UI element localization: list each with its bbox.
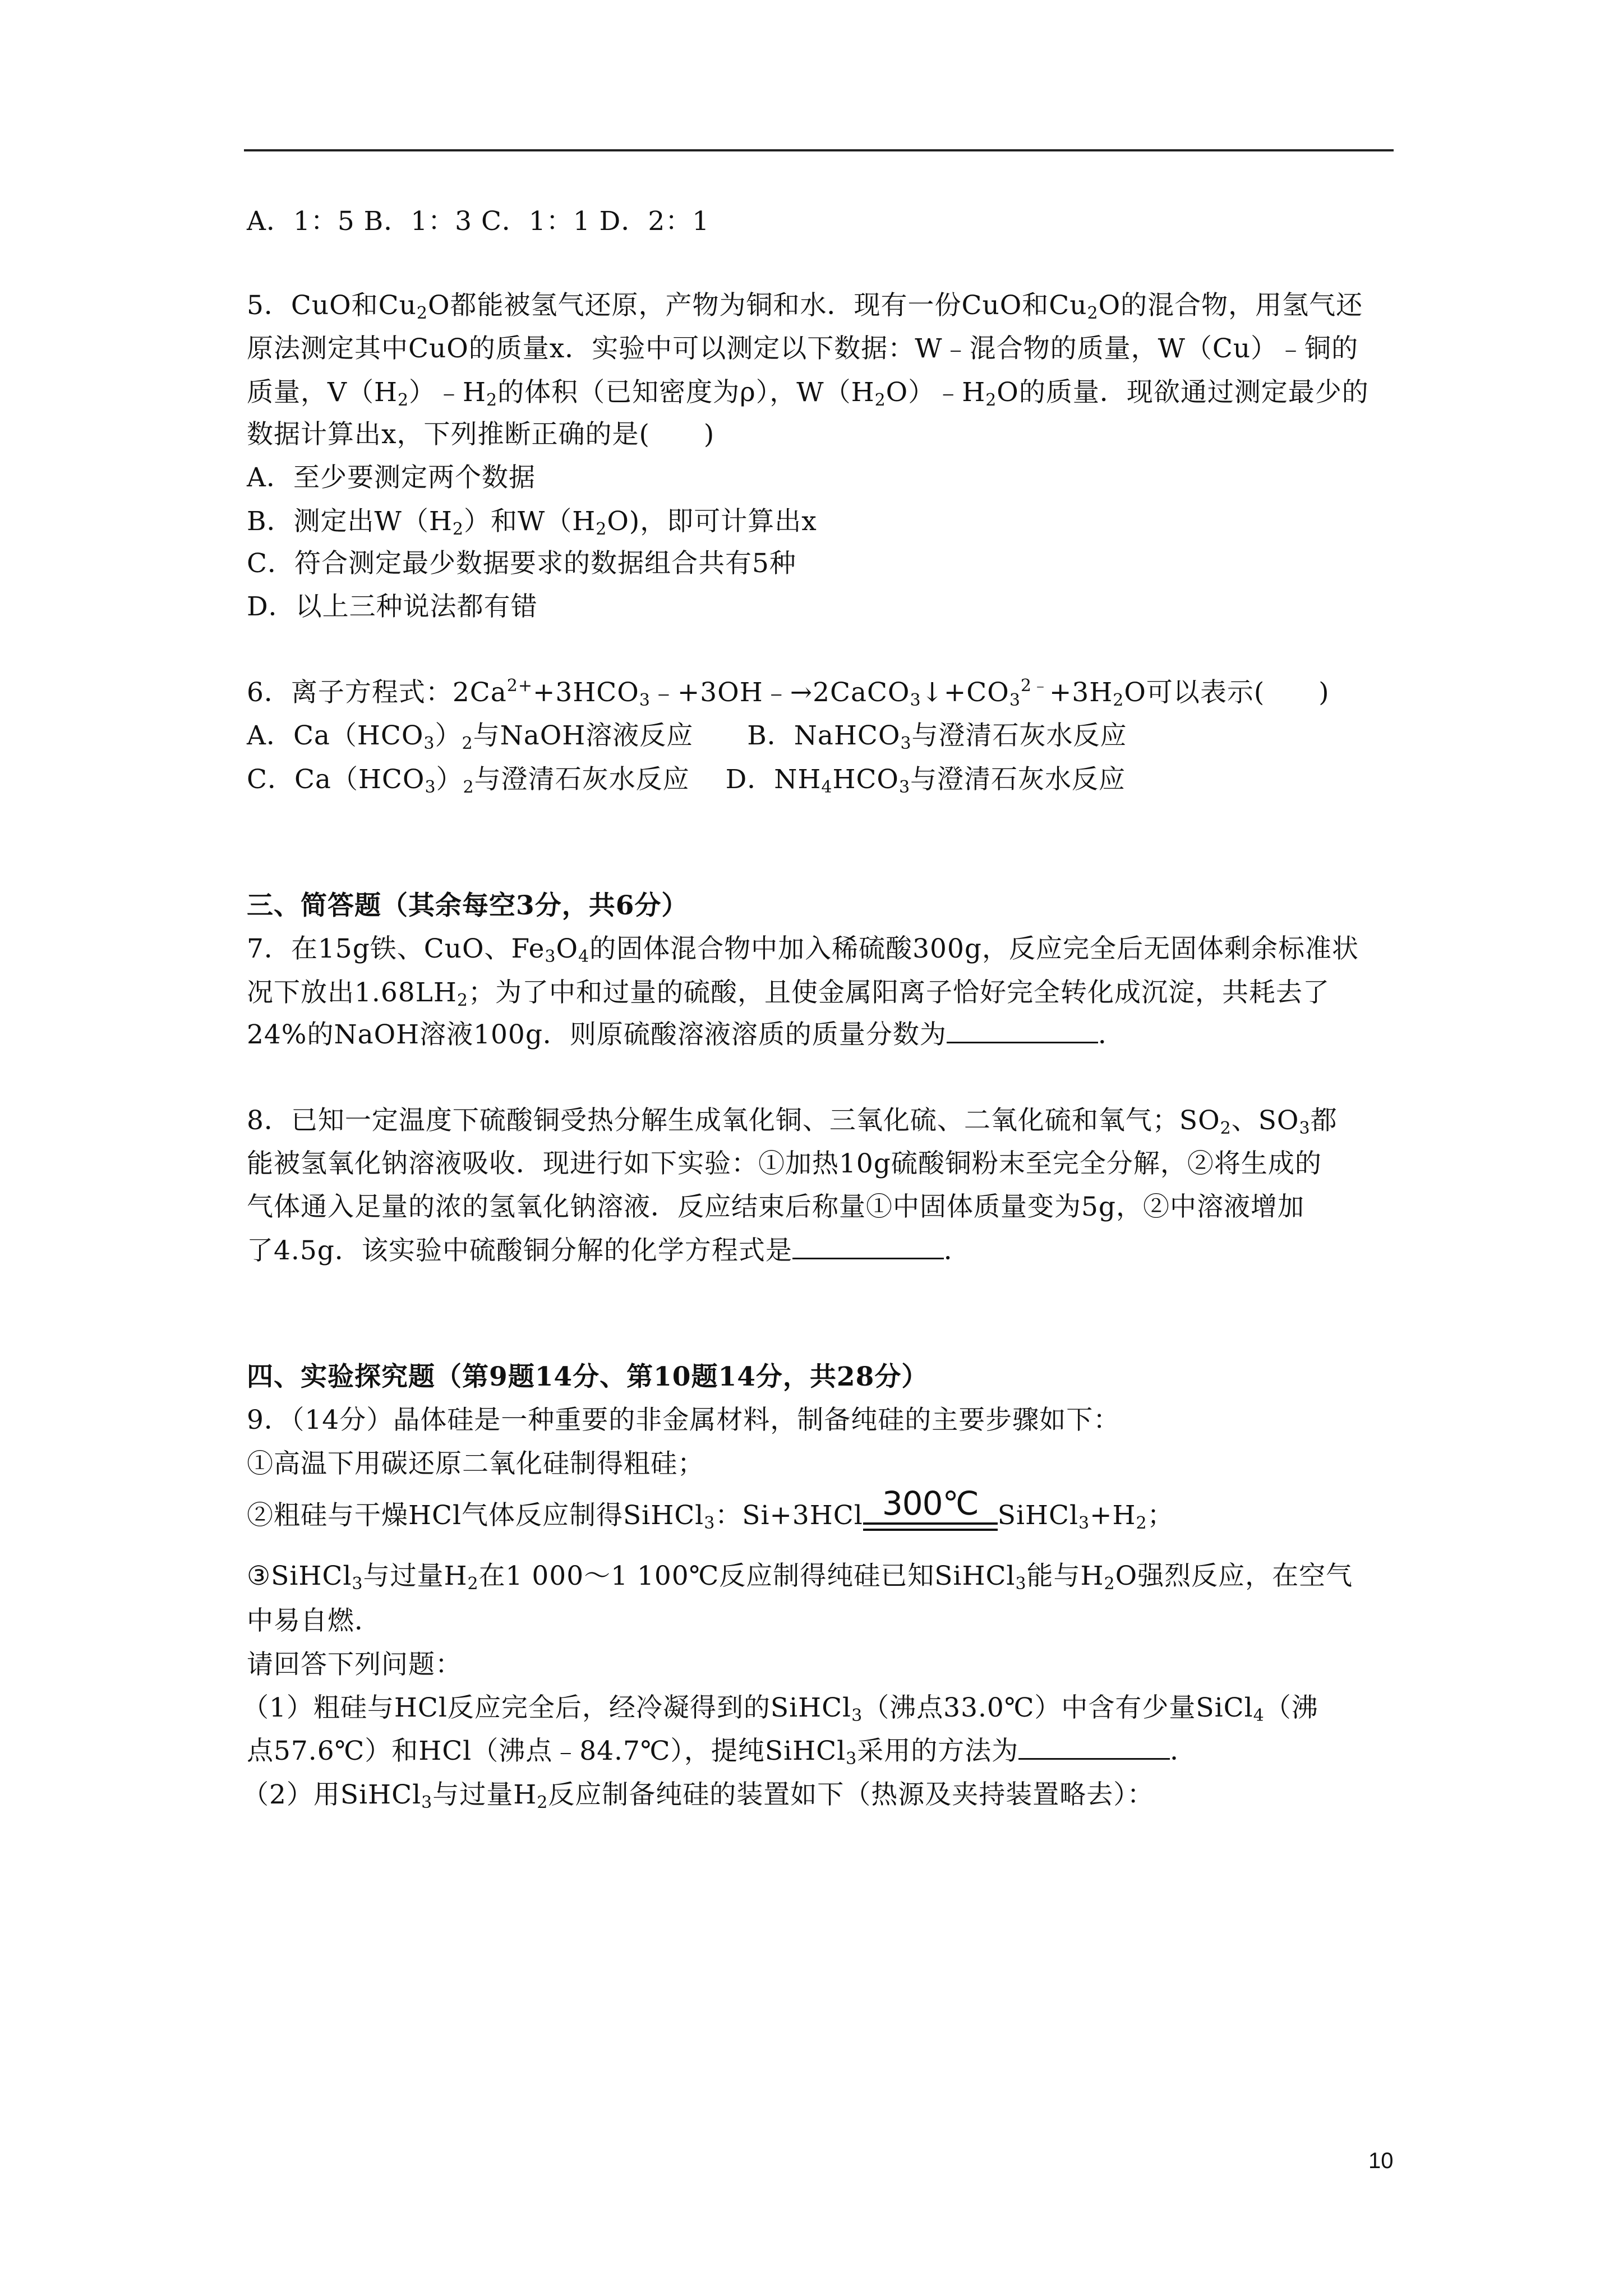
q5-line-3: 质量，$V(H_2)﹣H_2$的体积（已知密度为ρ），$W(H_2O)﹣H_2O$的质量．现欲通过测定最少的: [247, 377, 1369, 410]
section-4-title: 四、实验探究题（第9题14分、第10题14分，共28分）: [247, 1361, 929, 1392]
q9-line-1: 9．（14分）晶体硅是一种重要的非金属材料，制备纯硅的主要步骤如下：: [247, 1405, 1121, 1435]
page-number: 10: [1368, 2148, 1394, 2173]
q9-prompt: 请回答下列问题：: [247, 1649, 462, 1680]
section-3-title: 三、简答题（其余每空3分，共6分）: [247, 890, 689, 921]
q8-line-3: 气体通入足量的浓的氢氧化钠溶液．反应结束后称量①中固体质量变为5g，②中溶液增加: [247, 1191, 1304, 1222]
q9-part-2: （2）用SiHCl$_3$与过量$H_2$反应制备纯硅的装置如下（热源及夹持装置略去）：: [242, 1779, 1154, 1812]
q5-option-c: C．符合测定最少数据要求的数据组合共有5种: [247, 548, 796, 579]
q5-option-a: A．至少要测定两个数据: [247, 462, 536, 493]
q9-step-3: ③SiHCl$_3$与过量$H_2$在1 000～1 100℃反应制得纯硅已知SiHCl$_3$能与$H_2O$强烈反应，在空气: [247, 1561, 1353, 1594]
q4-options: A．1：5 B．1：3 C．1：1 D．2：1: [247, 206, 710, 237]
answer-blank[interactable]: [1018, 1734, 1170, 1760]
q7-line-1: 7．在15g铁、CuO、$Fe_3O_4$的固体混合物中加入稀硫酸300g，反应完全后无固体剩余标准状: [247, 933, 1359, 967]
q9-part-1-cont: 点57.6℃）和HCl（沸点﹣84.7℃），提纯SiHCl$_3$采用的方法为 ．: [247, 1736, 1197, 1769]
q5-option-d: D．以上三种说法都有错: [247, 591, 538, 622]
q5-option-b: B．测定出$W(H_2)$和$W(H_2O)$，即可计算出x: [247, 506, 817, 539]
q5-line-4: 数据计算出x，下列推断正确的是( ): [247, 419, 715, 450]
q9-step-1: ①高温下用碳还原二氧化硅制得粗硅；: [247, 1448, 704, 1479]
q7-line-3: 24%的NaOH溶液100g．则原硫酸溶液溶质的质量分数为 ．: [247, 1019, 1125, 1050]
q8-line-4: 了4.5g．该实验中硫酸铜分解的化学方程式是 ．: [247, 1235, 971, 1266]
answer-blank[interactable]: [947, 1018, 1098, 1043]
q7-line-2: 况下放出$1.68LH_2$；为了中和过量的硫酸，且使金属阳离子恰好完全转化成沉淀，共耗去了: [247, 977, 1330, 1010]
q8-line-2: 能被氢氧化钠溶液吸收．现进行如下实验：①加热10g硫酸铜粉末至完全分解，②将生成的: [247, 1148, 1322, 1179]
q9-part-1: （1）粗硅与HCl反应完全后，经冷凝得到的SiHCl$_3$（沸点33.0℃）中含有少量SiCl$_4$（沸: [242, 1692, 1318, 1726]
q6-options-cd: C．$Ca(HCO_3)_2$与澄清石灰水反应 D．$NH_4HCO_3$与澄清石灰水反应: [247, 764, 1126, 797]
header-rule: [244, 149, 1394, 151]
q5-line-1: 5．CuO和$Cu_2O$都能被氢气还原，产物为铜和水．现有一份CuO和$Cu_2O$的混合物，用氢气还: [247, 290, 1363, 323]
q6-options-ab: A．$Ca(HCO_3)_2$与NaOH溶液反应 B．NaHCO$_3$与澄清石灰水反应: [247, 720, 1127, 753]
q9-step-3-cont: 中易自燃．: [247, 1605, 381, 1636]
q8-line-1: 8．已知一定温度下硫酸铜受热分解生成氧化铜、三氧化硫、二氧化硫和氧气；$SO_2$、$SO_3$都: [247, 1105, 1338, 1138]
answer-blank[interactable]: [792, 1234, 944, 1259]
q5-line-2: 原法测定其中CuO的质量x．实验中可以测定以下数据：W﹣混合物的质量，W（Cu）﹣铜的: [247, 333, 1359, 364]
q9-step-2: ②粗硅与干燥HCl气体反应制得SiHCl$_3$：Si+3HCl 300℃ $SiHCl_3+H_2$；: [247, 1484, 1174, 1533]
reaction-condition-arrow: 300℃: [863, 1499, 998, 1533]
q6-stem: 6．离子方程式：$2Ca^{2+}+3HCO_3﹣+3OH﹣\to 2CaCO_3↓+CO_3^{2﹣}+3H_2O$可以表示( ): [247, 676, 1330, 710]
